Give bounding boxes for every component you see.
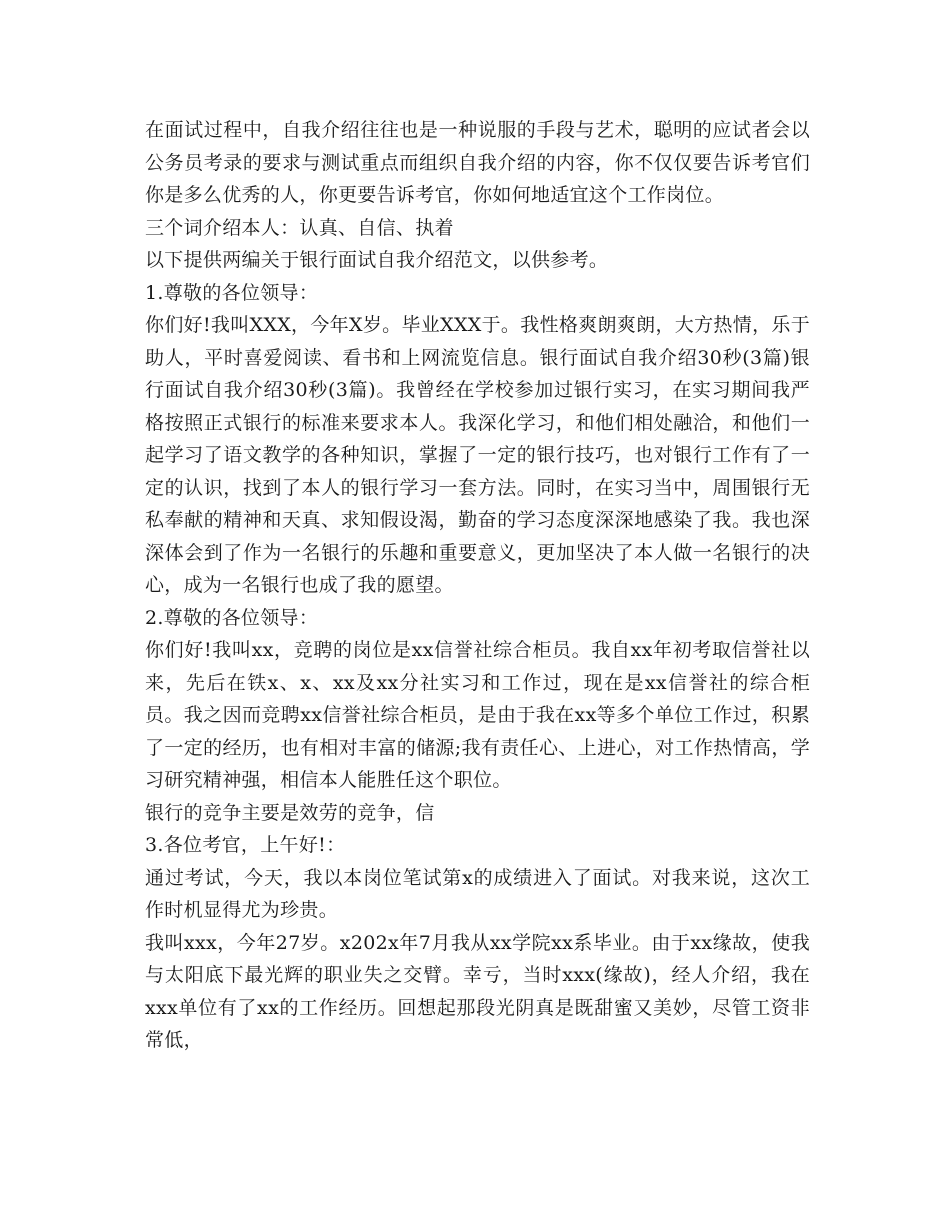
three-words-line: 三个词介绍本人：认真、自信、执着 — [145, 216, 454, 239]
examples-intro-line: 以下提供两编关于银行面试自我介绍范文，以供参考。 — [145, 249, 609, 271]
intro-paragraph: 在面试过程中，自我介绍往往也是一种说服的手段与艺术，聪明的应试者会以公务员考录的要求与测试重点而组织自我介绍的内容，你不仅仅要告诉考官们你是多么优秀的人，你更要告诉考官，你如何地适宜这个工作岗位。 — [145, 119, 810, 206]
example-3-body-1: 通过考试，今天，我以本岗位笔试第x的成绩进入了面试。对我来说，这次工作时机显得尤为珍贵。 — [145, 866, 810, 921]
example-1-body: 你们好!我叫XXX，今年X岁。毕业XXX于。我性格爽朗爽朗，大方热情，乐于助人，平时喜爱阅读、看书和上网流览信息。银行面试自我介绍30秒(3篇)银行面试自我介绍30秒(3篇)。我曾经在学校参加过银行实习，在实习期间我严格按照正式银行的标准来要求本人。我深化学习，和他们相处融洽，和他们一起学习了语文教学的各种知识，掌握了一定的银行技巧，也对银行工作有了一定的认识，找到了本人的银行学习一套方法。同时，在实习当中，周围银行无私奉献的精神和天真、求知假设渴，勤奋的学习态度深深地感染了我。我也深深体会到了作为一名银行的乐趣和重要意义，更加坚决了本人做一名银行的决心，成为一名银行也成了我的愿望。 — [145, 314, 810, 596]
document-body — [145, 114, 810, 1057]
example-2-fragment: 银行的竞争主要是效劳的竞争，信 — [145, 801, 435, 824]
example-2-heading: 2.尊敬的各位领导： — [145, 606, 319, 629]
example-1-heading: 1.尊敬的各位领导： — [145, 281, 319, 304]
example-2-body: 你们好!我叫xx，竞聘的岗位是xx信誉社综合柜员。我自xx年初考取信誉社以来，先后在铁x、x、xx及xx分社实习和工作过，现在是xx信誉社的综合柜员。我之因而竞聘xx信誉社综合柜员，是由于我在xx等多个单位工作过，积累了一定的经历，也有相对丰富的储源;我有责任心、上进心，对工作热情高，学习研究精神强，相信本人能胜任这个职位。 — [145, 639, 810, 791]
example-3-heading: 3.各位考官，上午好!： — [145, 834, 346, 856]
example-3-body-2: 我叫xxx，今年27岁。x202x年7月我从xx学院xx系毕业。由于xx缘故，使我与太阳底下最光辉的职业失之交臂。幸亏，当时xxx(缘故)，经人介绍，我在xxx单位有了xx的工作经历。回想起那段光阴真是既甜蜜又美妙，尽管工资非常低， — [145, 931, 810, 1051]
